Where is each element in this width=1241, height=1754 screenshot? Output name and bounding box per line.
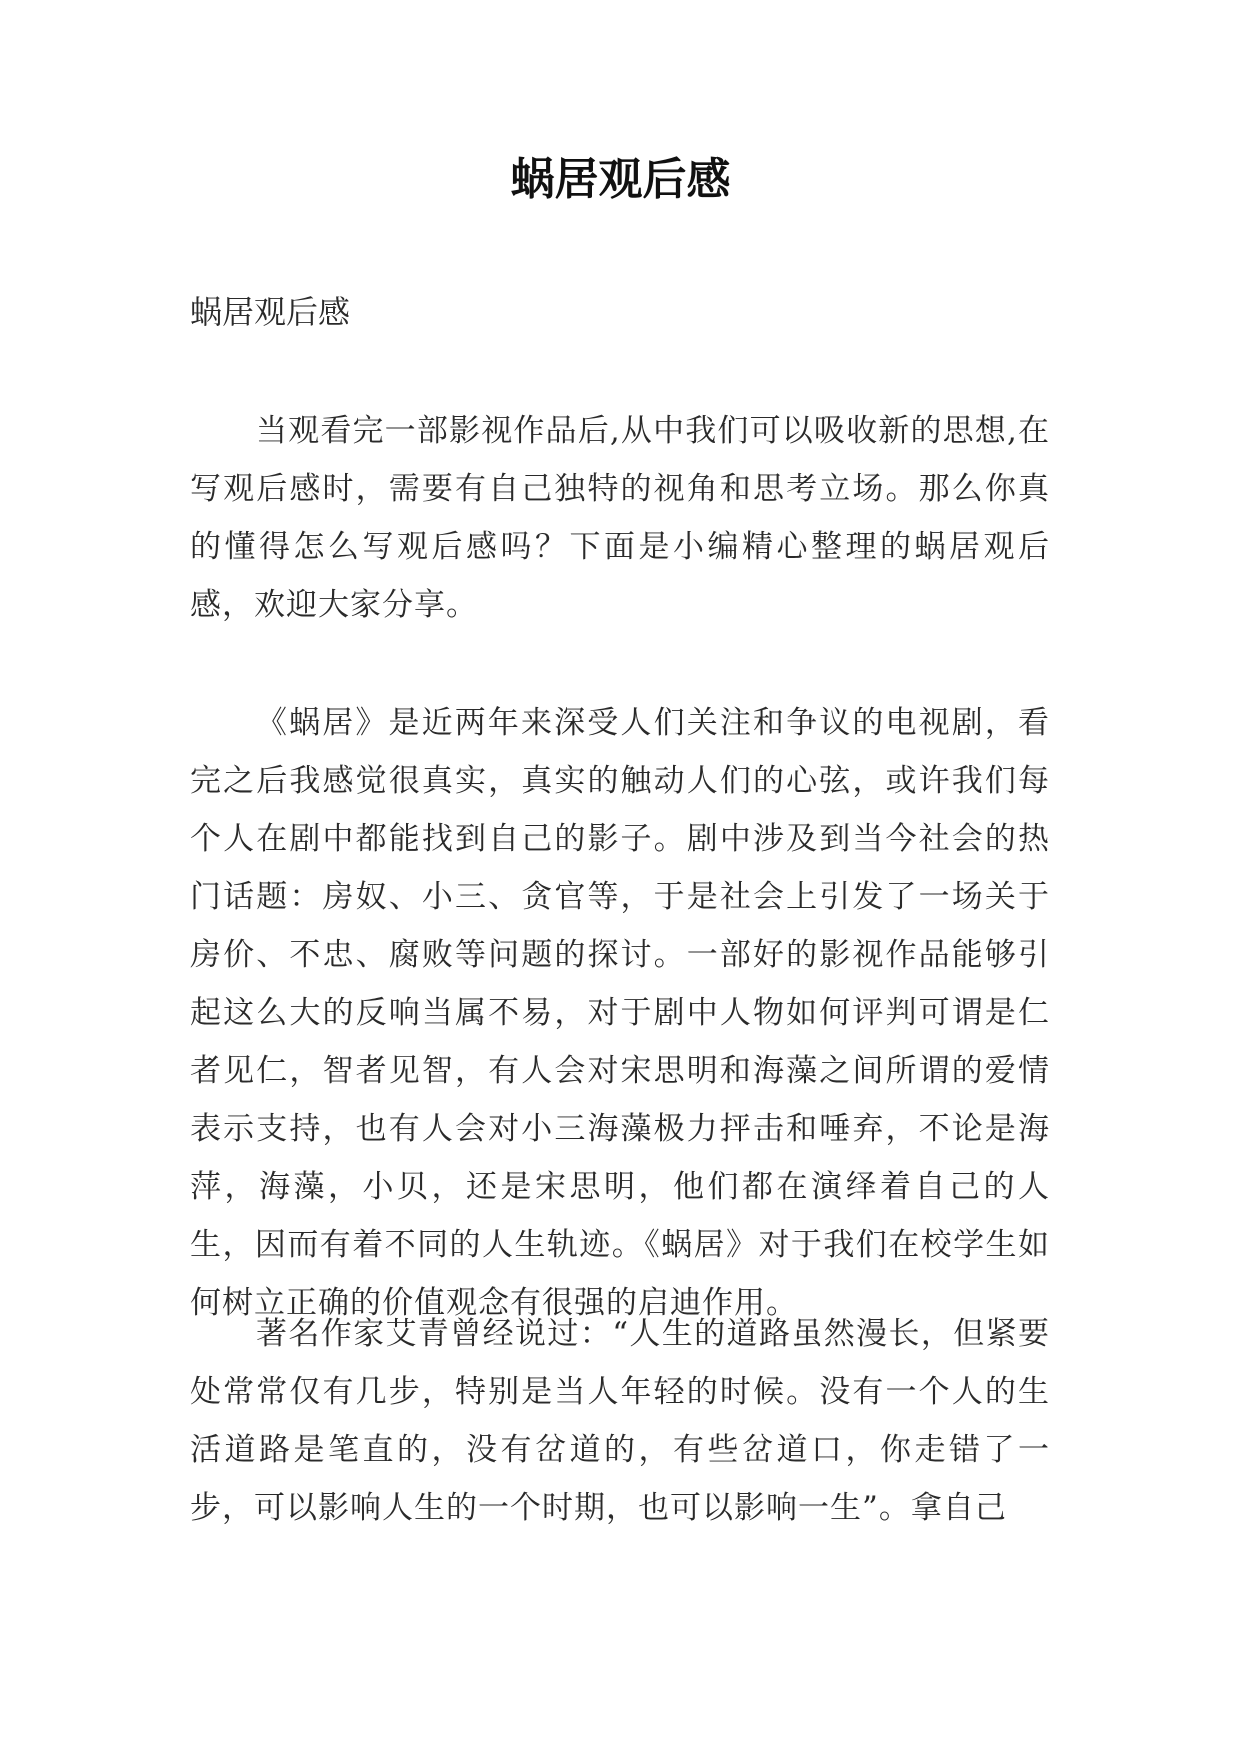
document-subtitle: 蜗居观后感: [190, 293, 351, 331]
paragraph-review: 《蜗居》是近两年来深受人们关注和争议的电视剧，看完之后我感觉很真实，真实的触动人们的心弦，或许我们每个人在剧中都能找到自己的影子。剧中涉及到当今社会的热门话题：房奴、小三、贪官等，于是社会上引发了一场关于房价、不忠、腐败等问题的探讨。一部好的影视作品能够引起这么大的反响当属不易，对于剧中人物如何评判可谓是仁者见仁，智者见智，有人会对宋思明和海藻之间所谓的爱情表示支持，也有人会对小三海藻极力抨击和唾弃，不论是海萍，海藻，小贝，还是宋思明，他们都在演绎着自己的人生，因而有着不同的人生轨迹。《蜗居》对于我们在校学生如何树立正确的价值观念有很强的启迪作用。: [190, 705, 1050, 1321]
page-title: 蜗居观后感: [510, 154, 731, 205]
paragraph-intro: 当观看完一部影视作品后,从中我们可以吸收新的思想,在写观后感时，需要有自己独特的视角和思考立场。那么你真的懂得怎么写观后感吗？下面是小编精心整理的蜗居观后感，欢迎大家分享。: [190, 413, 1050, 623]
paragraph-quote: 著名作家艾青曾经说过：“人生的道路虽然漫长，但紧要处常常仅有几步，特别是当人年轻的时候。没有一个人的生活道路是笔直的，没有岔道的，有些岔道口，你走错了一步，可以影响人生的一个时期，也可以影响一生”。拿自己: [190, 1316, 1050, 1526]
